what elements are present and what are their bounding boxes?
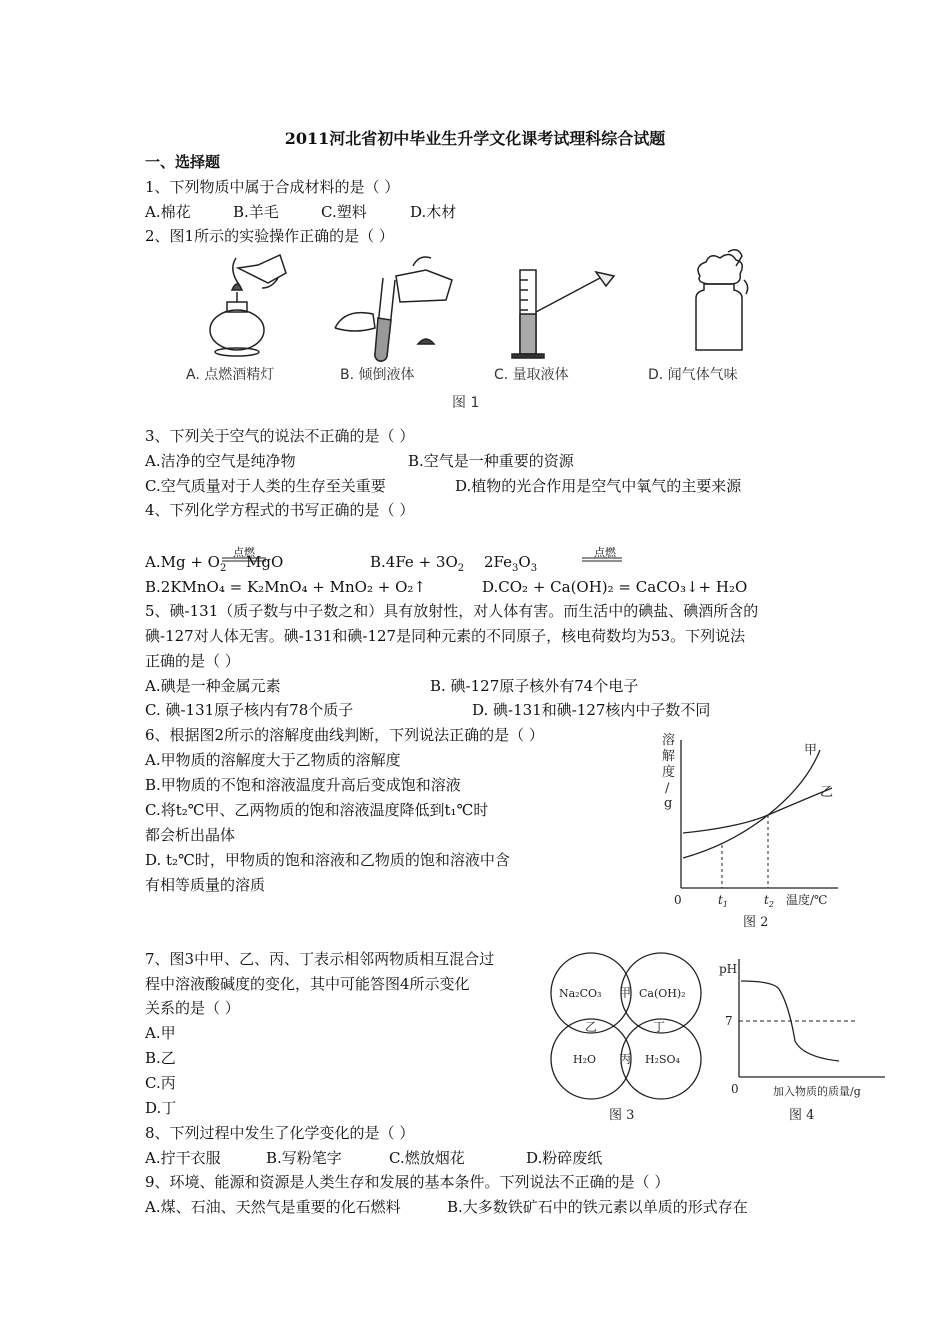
fig3-label-ding: 丁 [653, 1020, 666, 1034]
fig2-t2: t [764, 893, 769, 907]
fig2-t2-label [764, 893, 774, 909]
fig2-ylabel-1: 溶 [662, 733, 676, 748]
q4-stem: 4、下列化学方程式的书写正确的是（ ） [145, 501, 415, 519]
fig2-t1-sub: 1 [722, 900, 728, 909]
q4-b-product-fe: 2Fe [484, 553, 513, 571]
q7-line-2: 程中溶液酸碱度的变化，其中可能答图4所示变化 [145, 975, 470, 993]
q8-stem: 8、下列过程中发生了化学变化的是（ ） [145, 1124, 415, 1142]
fig2-xlabel: 温度/℃ [786, 893, 828, 907]
section-heading: 一、选择题 [145, 153, 221, 171]
q1-option-a: A.棉花 [145, 203, 191, 221]
q8-option-d: D.粉碎废纸 [526, 1149, 603, 1167]
fig2-legend-jia: 甲 [804, 743, 818, 758]
fig3-label-h2so4: H₂SO₄ [645, 1053, 680, 1066]
q4-option-d: D.CO₂ + Ca(OH)₂ = CaCO₃↓+ H₂O [482, 578, 748, 596]
q5-line-2: 碘-127对人体无害。碘-131和碘-127是同种元素的不同原子，核电荷数均为53。下列说法 [145, 627, 746, 645]
q4-option-c: B.2KMnO₄ = K₂MnO₄ + MnO₂ + O₂↑ [145, 578, 426, 596]
fig4-caption: 图 4 [789, 1108, 815, 1123]
q6-option-c-line2: 都会析出晶体 [145, 826, 236, 844]
q9-stem: 9、环境、能源和资源是人类生存和发展的基本条件。下列说法不正确的是（ ） [145, 1173, 670, 1191]
q1-option-c: C.塑料 [321, 203, 367, 221]
fig2-ylabel-4: / [665, 781, 670, 796]
q6-stem: 6、根据图2所示的溶解度曲线判断，下列说法正确的是（ ） [145, 726, 544, 744]
fig2-origin: 0 [674, 893, 682, 907]
q4-equation-bars [0, 550, 950, 580]
graduated-cylinder-illustration [512, 270, 614, 358]
fig2-t1: t [718, 893, 723, 907]
q5-option-d: D. 碘-131和碘-127核内中子数不同 [472, 701, 711, 719]
q8-option-a: A.拧干衣服 [145, 1149, 221, 1167]
q5-line-3: 正确的是（ ） [145, 652, 240, 670]
q4-condition-1: 点燃 [233, 546, 255, 559]
q4-b-product-o: O [518, 553, 531, 571]
page-title: 2011河北省初中毕业生升学文化课考试理科综合试题 [284, 129, 666, 148]
q1-stem: 1、下列物质中属于合成材料的是（ ） [145, 178, 400, 196]
q4-condition-2: 点燃 [594, 546, 616, 559]
fig2-t1-label [718, 893, 728, 909]
fig2-t2-sub: 2 [768, 900, 774, 909]
fig2-curve-jia [683, 750, 820, 858]
q6-option-a: A.甲物质的溶解度大于乙物质的溶解度 [145, 751, 401, 769]
q4-b-sub-4: 3 [530, 563, 538, 574]
q4-b-product [484, 552, 537, 572]
q5-option-c: C. 碘-131原子核内有78个质子 [145, 701, 354, 719]
q8-option-b: B.写粉笔字 [266, 1149, 342, 1167]
q7-line-1: 7、图3中甲、乙、丙、丁表示相邻两物质相互混合过 [145, 950, 495, 968]
gas-bottle-illustration [696, 250, 748, 350]
q5-option-a: A.碘是一种金属元素 [145, 677, 281, 695]
fig3-label-caoh2: Ca(OH)₂ [639, 987, 686, 1000]
figure-1-caption-a: A. 点燃酒精灯 [186, 367, 275, 383]
q6-option-d-line2: 有相等质量的溶质 [145, 876, 266, 894]
fig2-ylabel-3: 度 [662, 765, 676, 780]
fig2-curve-yi [683, 788, 832, 833]
q4-option-a: $A.Mg + O_2$ [145, 553, 227, 574]
fig2-legend-yi: 乙 [820, 785, 834, 800]
figure-3-circle-diagram [545, 945, 715, 1125]
fig4-xlabel: 加入物质的质量/g [773, 1085, 861, 1098]
alcohol-lamp-illustration [210, 255, 286, 356]
fig3-label-bing: 丙 [619, 1052, 632, 1066]
q4-a-reactants: A.Mg + O [145, 553, 220, 571]
fig2-caption: 图 2 [743, 915, 769, 930]
q4-option-b: $B.4Fe + 3O_2$ [370, 553, 465, 574]
fig3-label-jia: 甲 [619, 986, 632, 1000]
q6-option-d-line1: D. t₂℃时，甲物质的饱和溶液和乙物质的饱和溶液中含 [145, 851, 510, 869]
q9-option-b: B.大多数铁矿石中的铁元素以单质的形式存在 [447, 1198, 748, 1216]
q3-option-c: C.空气质量对于人类的生存至关重要 [145, 477, 386, 495]
pouring-liquid-illustration [335, 257, 452, 361]
figure-1-caption-c: C. 量取液体 [494, 367, 569, 383]
q7-option-d: D.丁 [145, 1099, 177, 1117]
fig3-label-h2o: H₂O [573, 1053, 597, 1066]
figure-2-solubility-chart [650, 730, 850, 930]
figure-4-ph-chart [715, 945, 895, 1125]
fig4-ylabel: pH [719, 962, 738, 976]
q2-stem: 2、图1所示的实验操作正确的是（ ） [145, 227, 394, 245]
fig3-label-na2co3: Na₂CO₃ [559, 987, 602, 1000]
figure-1-caption-d: D. 闻气体气味 [648, 367, 738, 383]
q3-option-a: A.洁净的空气是纯净物 [145, 452, 296, 470]
q3-option-b: B.空气是一种重要的资源 [408, 452, 574, 470]
q7-option-a: A.甲 [145, 1024, 176, 1042]
q1-option-d: D.木材 [410, 203, 457, 221]
figure-1-illustrations [0, 248, 950, 388]
fig2-ylabel-5: g [664, 796, 673, 811]
q1-option-b: B.羊毛 [233, 203, 279, 221]
q4-b-sub-3: 3 [512, 563, 519, 574]
figure-1-label: 图 1 [452, 395, 480, 411]
q3-option-d: D.植物的光合作用是空气中氧气的主要来源 [455, 477, 742, 495]
q5-option-b: B. 碘-127原子核外有74个电子 [430, 677, 639, 695]
q4-a-product: MgO [246, 553, 284, 571]
fig3-caption: 图 3 [609, 1108, 635, 1123]
fig4-origin: 0 [731, 1082, 739, 1096]
q4-b-reactants: B.4Fe + 3O [370, 553, 458, 571]
q9-option-a: A.煤、石油、天然气是重要的化石燃料 [145, 1198, 401, 1216]
q6-option-c-line1: C.将t₂℃甲、乙两物质的饱和溶液温度降低到t₁℃时 [145, 801, 489, 819]
q8-option-c: C.燃放烟花 [389, 1149, 465, 1167]
fig2-ylabel-2: 解 [662, 749, 676, 764]
q7-option-c: C.丙 [145, 1074, 176, 1092]
figure-1-caption-b: B. 倾倒液体 [340, 367, 415, 383]
fig3-label-yi: 乙 [585, 1020, 598, 1034]
q6-option-b: B.甲物质的不饱和溶液温度升高后变成饱和溶液 [145, 776, 461, 794]
q5-line-1: 5、碘-131（质子数与中子数之和）具有放射性，对人体有害。而生活中的碘盐、碘酒所含的 [145, 602, 759, 620]
q7-line-3: 关系的是（ ） [145, 999, 240, 1017]
q7-option-b: B.乙 [145, 1049, 176, 1067]
q3-stem: 3、下列关于空气的说法不正确的是（ ） [145, 427, 415, 445]
fig4-seven: 7 [725, 1014, 733, 1028]
